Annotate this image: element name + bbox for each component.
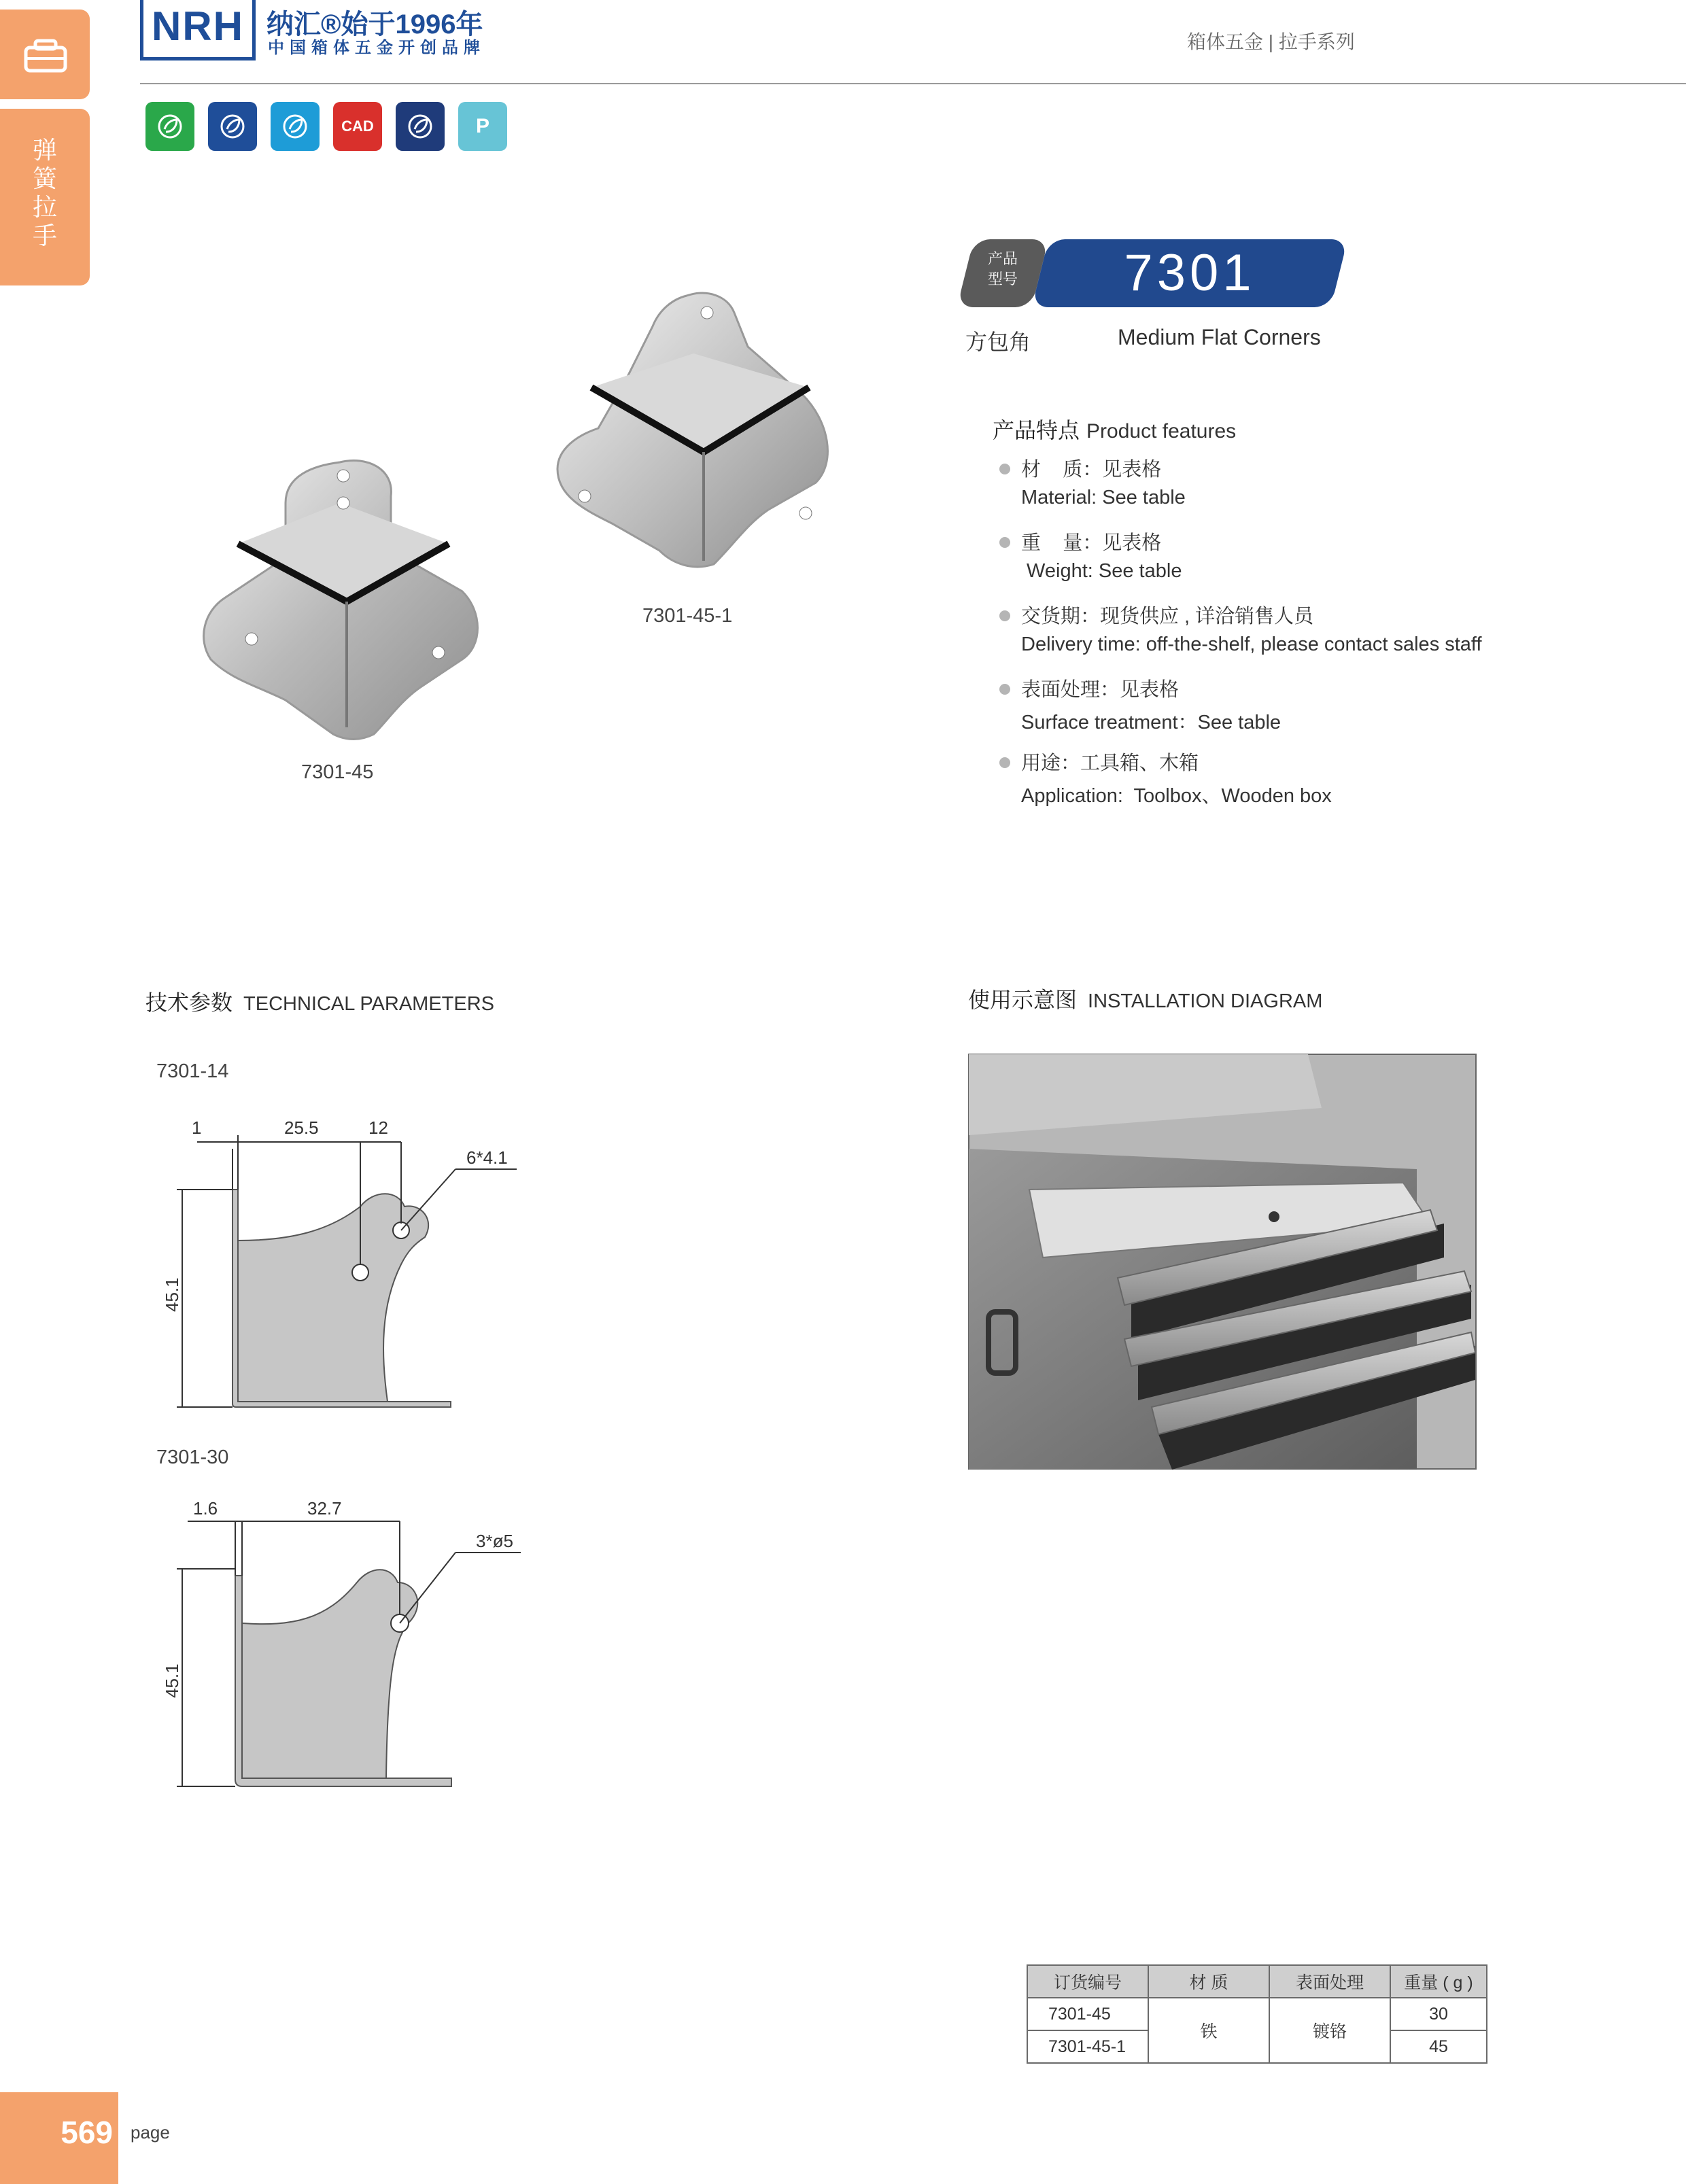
brand-subtitle: 中国箱体五金开创品牌 <box>268 39 485 57</box>
features-title-cn: 产品特点 <box>993 418 1080 443</box>
side-tab-char: 簧 <box>32 164 57 192</box>
feature-en: Application: Toolbox、Wooden box <box>1021 785 1332 807</box>
dim-height-2: 45.1 <box>162 1663 182 1698</box>
category-breadcrumb: 箱体五金 | 拉手系列 <box>1187 31 1355 52</box>
feature-cn: 重 量：见表格 <box>1021 532 1162 554</box>
product-image-7301-45-1 <box>551 285 843 578</box>
product-image-7301-45 <box>197 455 489 741</box>
side-tab-char: 拉 <box>32 193 57 221</box>
feature-en: Weight: See table <box>1021 560 1182 582</box>
dim-hole-1: 6*4.1 <box>466 1147 508 1168</box>
design-tools-icon[interactable] <box>208 102 257 151</box>
cell-material: 铁 <box>1148 1998 1269 2063</box>
p-icon[interactable]: P <box>458 102 507 151</box>
features-title-en: Product features <box>1086 420 1237 443</box>
th-material: 材 质 <box>1148 1965 1269 1998</box>
bullet-dot <box>999 757 1010 768</box>
nrh-logo: NRH <box>140 0 256 60</box>
model-tag-line: 产品 <box>987 250 1018 267</box>
category-tab-icon-box <box>0 10 90 99</box>
cell-code: 7301-45 <box>1027 1998 1148 2030</box>
feature-cn: 表面处理：见表格 <box>1021 679 1180 701</box>
page-word: page <box>131 2122 170 2143</box>
feature-cn: 用途：工具箱、木箱 <box>1021 752 1199 774</box>
product-image-label-2: 7301-45-1 <box>642 605 733 627</box>
bullet-dot <box>999 464 1010 474</box>
th-weight: 重量 ( g ) <box>1390 1965 1487 1998</box>
model-tag-label <box>979 249 1027 290</box>
dim-offset-1: 12 <box>368 1117 388 1138</box>
case-icon <box>0 10 90 99</box>
feature-en: Material: See table <box>1021 487 1186 508</box>
page-number: 569 <box>61 2115 113 2150</box>
technical-drawing-7301-14 <box>150 1101 544 1414</box>
th-finish: 表面处理 <box>1269 1965 1390 1998</box>
installation-title-cn: 使用示意图 <box>968 988 1078 1012</box>
feature-cn: 交货期：现货供应 , 详洽销售人员 <box>1021 606 1314 627</box>
model-number: 7301 <box>1124 244 1256 302</box>
eco-leaf-icon[interactable] <box>145 102 194 151</box>
feature-cn: 材 质：见表格 <box>1021 459 1162 481</box>
bullet-dot <box>999 610 1010 621</box>
installation-photo <box>968 1054 1477 1470</box>
table-row <box>1027 1998 1487 2030</box>
th-order-no: 订货编号 <box>1027 1965 1148 1998</box>
header-divider <box>140 83 1686 84</box>
cad-icon[interactable]: CAD <box>333 102 382 151</box>
dim-thickness-1: 1 <box>192 1117 202 1138</box>
cell-finish: 镀铬 <box>1269 1998 1390 2063</box>
side-tab-char: 手 <box>32 222 57 249</box>
installation-title-en: INSTALLATION DIAGRAM <box>1088 990 1323 1012</box>
feature-en: Delivery time: off-the-shelf, please contact sales staff <box>1021 634 1482 655</box>
model-tag-line: 型号 <box>987 271 1018 288</box>
spec-table <box>1027 1964 1487 2064</box>
drawing-label-2: 7301-30 <box>156 1446 229 1468</box>
bullet-dot <box>999 684 1010 695</box>
bullet-dot <box>999 537 1010 548</box>
feature-en: Surface treatment：See table <box>1021 712 1281 733</box>
installation-title <box>968 983 1322 1014</box>
cell-weight: 45 <box>1390 2030 1487 2063</box>
drawing-label-1: 7301-14 <box>156 1060 229 1082</box>
cell-weight: 30 <box>1390 1998 1487 2030</box>
dim-width-2: 32.7 <box>307 1498 342 1519</box>
product-image-label-1: 7301-45 <box>301 761 374 783</box>
dim-hole-2: 3*ø5 <box>476 1531 513 1551</box>
technical-title-cn: 技术参数 <box>145 990 233 1015</box>
rivet-icon[interactable] <box>396 102 445 151</box>
side-tab-char: 弹 <box>32 136 57 164</box>
technical-title-en: TECHNICAL PARAMETERS <box>243 993 495 1015</box>
dim-width-1: 25.5 <box>284 1117 319 1138</box>
brand-title: 纳汇®始于1996年 <box>266 10 483 39</box>
product-name-cn: 方包角 <box>965 330 1031 354</box>
technical-title <box>145 986 494 1017</box>
dim-height-1: 45.1 <box>162 1277 182 1312</box>
features-title <box>993 413 1236 445</box>
technical-drawing-7301-30 <box>150 1487 544 1800</box>
dim-thickness-2: 1.6 <box>193 1498 218 1519</box>
product-name-en: Medium Flat Corners <box>1118 325 1321 349</box>
side-tab-label <box>0 136 90 250</box>
spring-icon[interactable] <box>271 102 320 151</box>
category-side-tab[interactable] <box>0 109 90 285</box>
cell-code: 7301-45-1 <box>1027 2030 1148 2063</box>
